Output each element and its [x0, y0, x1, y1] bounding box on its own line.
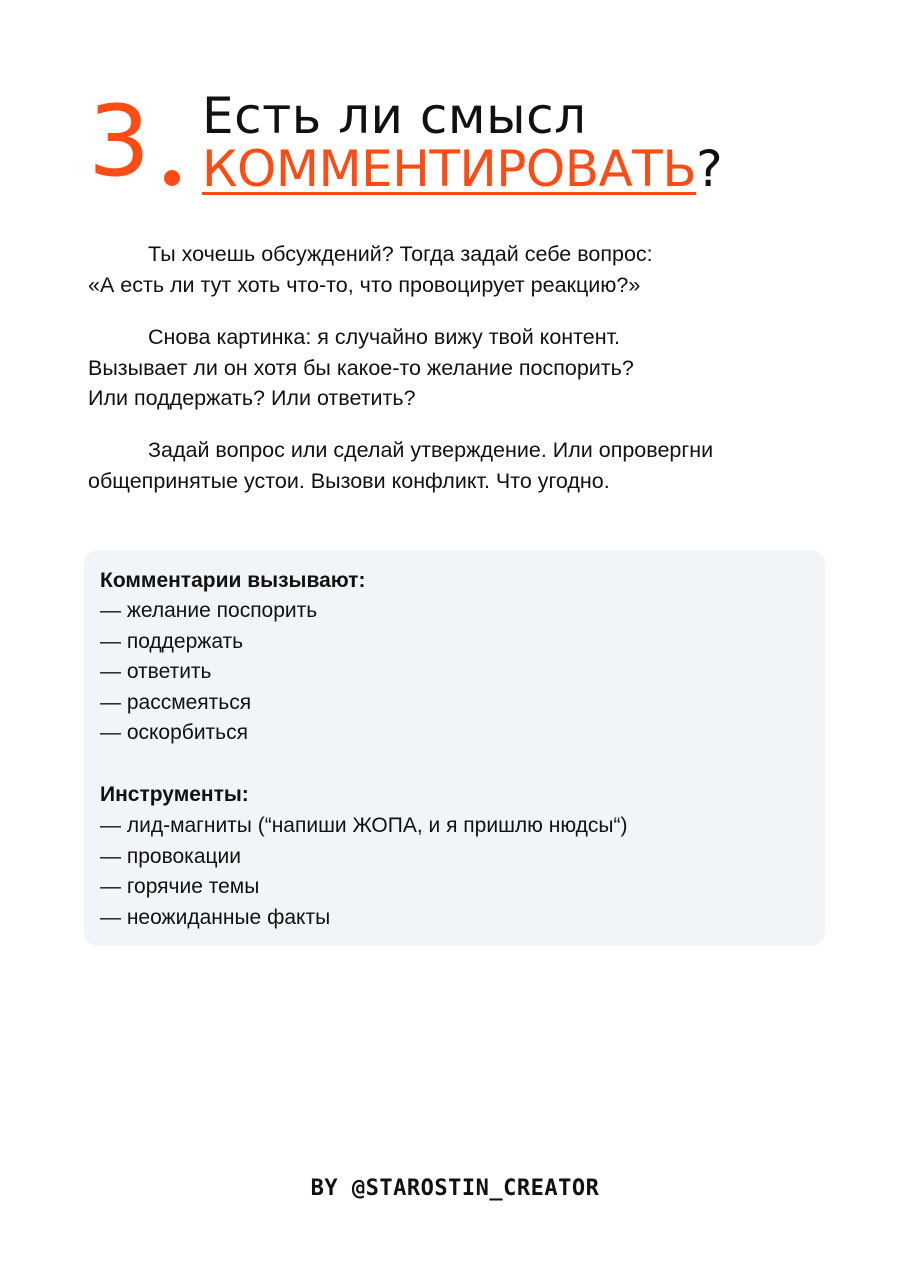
list-item: — рассмеяться	[100, 690, 252, 714]
heading-line-1: Есть ли смысл	[202, 87, 587, 145]
tools-list	[100, 811, 627, 933]
paragraph-line: Ты хочешь обсуждений? Тогда задай себе вопрос:	[148, 242, 653, 266]
page-heading	[88, 86, 848, 206]
list-item: — ответить	[100, 660, 212, 683]
comments-list	[100, 596, 317, 749]
paragraph-line: Вызывает ли он хотя бы какое-то желание поспорить?	[88, 355, 634, 380]
heading-question-mark: ?	[696, 140, 723, 198]
paragraph-2	[88, 322, 828, 414]
list-item: — оскорбиться	[100, 721, 248, 744]
heading-accent-word: КОММЕНТИРОВАТЬ	[202, 140, 697, 198]
info-box	[84, 550, 825, 946]
list-item: — провокации	[100, 844, 241, 868]
list-item: — горячие темы	[100, 875, 260, 898]
paragraph-line: Задай вопрос или сделай утверждение. Или опровергни	[148, 438, 714, 462]
tools-heading: Инструменты:	[100, 783, 249, 806]
list-item: — поддержать	[100, 629, 244, 653]
paragraph-line: «А есть ли тут хоть что-то, что провоцирует реакцию?»	[88, 272, 641, 297]
list-item: — неожиданные факты	[100, 905, 331, 929]
paragraph-3	[88, 435, 828, 496]
list-item: — желание поспорить	[100, 599, 318, 622]
heading-number: 3	[88, 85, 149, 199]
heading-number-dot	[164, 170, 180, 186]
heading-line-2	[202, 141, 723, 197]
paragraph-line: Или поддержать? Или ответить?	[88, 386, 416, 410]
list-item: — лид-магниты (“напиши ЖОПА, и я пришлю нюдсы“)	[100, 814, 628, 837]
paragraph-1	[88, 239, 828, 300]
author-byline: BY @STAROSTIN_CREATOR	[310, 1176, 600, 1201]
comments-heading: Комментарии вызывают:	[100, 569, 366, 592]
paragraph-line: Снова картинка: я случайно вижу твой контент.	[148, 325, 621, 349]
paragraph-line: общепринятые устои. Вызови конфликт. Что угодно.	[88, 468, 610, 493]
